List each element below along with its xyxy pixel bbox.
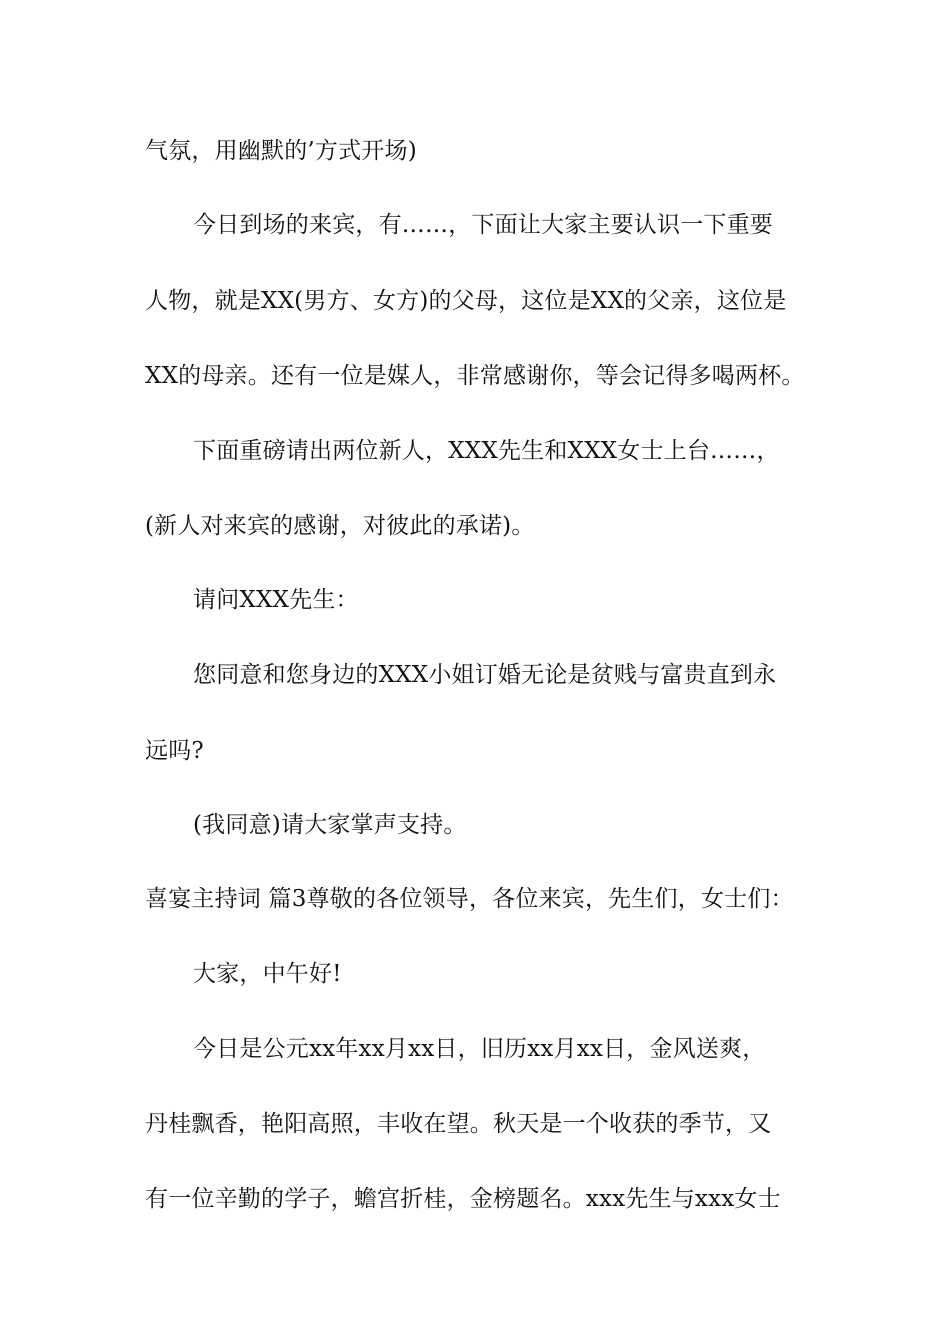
text-line-7: 请问XXX先生： <box>193 587 359 613</box>
text-line-5: 下面重磅请出两位新人，XXX先生和XXX女士上台……， <box>193 438 780 464</box>
text-line-9: 远吗? <box>145 738 204 764</box>
text-line-6: (新人对来宾的感谢，对彼此的承诺)。 <box>145 513 535 539</box>
text-line-15: 有一位辛勤的学子，蟾宫折桂，金榜题名。xxx先生与xxx女士 <box>145 1186 781 1212</box>
text-line-11: 喜宴主持词 篇3尊敬的各位领导，各位来宾，先生们，女士们： <box>145 886 794 912</box>
text-line-13: 今日是公元xx年xx月xx日，旧历xx月xx日，金风送爽， <box>193 1036 766 1062</box>
text-line-10: (我同意)请大家掌声支持。 <box>193 812 467 838</box>
text-line-8: 您同意和您身边的XXX小姐订婚无论是贫贱与富贵直到永 <box>193 662 777 688</box>
text-line-1: 气氛，用幽默的’方式开场) <box>145 138 417 164</box>
text-line-2: 今日到场的来宾，有……，下面让大家主要认识一下重要 <box>193 212 773 238</box>
text-line-12: 大家，中午好! <box>193 961 342 987</box>
text-line-3: 人物，就是XX(男方、女方)的父母，这位是XX的父亲，这位是 <box>145 288 787 314</box>
text-line-4: XX的母亲。还有一位是媒人，非常感谢你，等会记得多喝两杯。 <box>145 363 805 389</box>
text-line-14: 丹桂飘香，艳阳高照，丰收在望。秋天是一个收获的季节，又 <box>145 1111 772 1137</box>
